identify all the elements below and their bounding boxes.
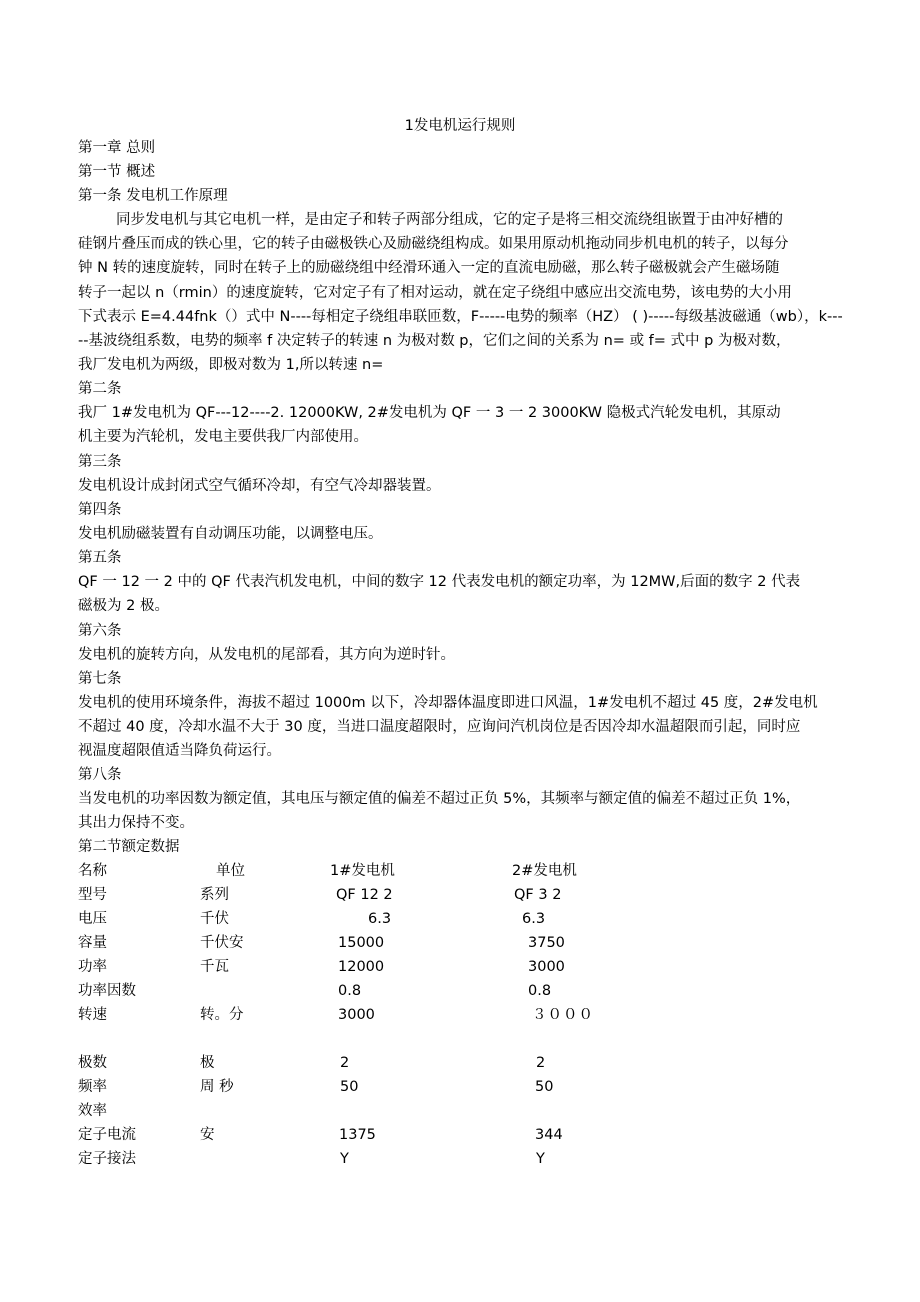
section-heading-rated-data: 第二节额定数据 — [78, 839, 180, 855]
article-4-heading: 第四条 — [78, 502, 122, 518]
article-1-line: 同步发电机与其它电机一样，是由定子和转子两部分组成，它的定子是将三相交流绕组嵌置于由冲好槽的 — [116, 212, 783, 228]
table-cell: 3750 — [528, 935, 565, 951]
table-row — [78, 955, 880, 979]
article-2-heading: 第二条 — [78, 381, 122, 397]
table-cell: 12000 — [338, 959, 385, 975]
table-cell: 系列 — [200, 887, 229, 903]
table-cell: 转。分 — [200, 1007, 244, 1023]
table-row — [78, 1075, 880, 1099]
table-cell: 定子接法 — [78, 1151, 136, 1167]
article-1-line: --基波绕组系数，电势的频率 f 决定转子的转速 n 为极对数 p，它们之间的关系为 n= 或 f= 式中 p 为极对数， — [78, 333, 791, 350]
table-cell: 千瓦 — [200, 959, 229, 975]
table-cell: 安 — [200, 1127, 215, 1143]
table-row — [78, 1123, 880, 1147]
table-cell: 3000 — [528, 959, 565, 975]
article-2-body — [78, 401, 880, 449]
table-cell: 极 — [200, 1055, 215, 1071]
table-cell: 电压 — [78, 911, 107, 927]
table-cell: 千伏安 — [200, 935, 244, 951]
table-cell: 344 — [535, 1127, 563, 1143]
table-cell: 周 秒 — [200, 1079, 234, 1095]
table-cell: 3000 — [338, 1007, 375, 1023]
chapter-heading: 第一章 总则 — [78, 140, 156, 156]
table-cell: Y — [536, 1151, 545, 1167]
article-7-body — [78, 691, 880, 764]
article-2-line: 机主要为汽轮机，发电主要供我厂内部使用。 — [78, 429, 368, 446]
table-cell: 功率因数 — [78, 983, 136, 999]
article-5-heading: 第五条 — [78, 550, 122, 566]
table-row — [78, 1147, 880, 1171]
table-cell: 2 — [536, 1055, 546, 1071]
table-cell: 0.8 — [338, 983, 362, 999]
table-cell: 容量 — [78, 935, 107, 951]
table-cell: 型号 — [78, 887, 107, 903]
article-8-heading: 第八条 — [78, 767, 122, 783]
table-cell: 6.3 — [368, 911, 392, 927]
section-heading-overview: 第一节 概述 — [78, 164, 156, 180]
article-1-line: 下式表示 E=4.44fnk（）式中 N----每相定子绕组串联匝数，F-----电势的频率（HZ） ( )-----每级基波磁通（wb），k--- — [78, 308, 843, 325]
article-8-line: 其出力保持不变。 — [78, 815, 194, 832]
article-7-line: 不超过 40 度，冷却水温不大于 30 度，当进口温度超限时，应询问汽机岗位是否因冷却水温超限而引起，同时应 — [78, 719, 801, 736]
table-row — [78, 1051, 880, 1075]
article-1-body — [78, 208, 880, 377]
article-8-body — [78, 787, 880, 835]
article-1-line: 硅钢片叠压而成的铁心里，它的转子由磁极铁心及励磁绕组构成。如果用原动机拖动同步机电机的转子，以每分 — [78, 236, 789, 253]
article-7-line: 视温度超限值适当降负荷运行。 — [78, 743, 281, 760]
article-6-line: 发电机的旋转方向，从发电机的尾部看，其方向为逆时针。 — [78, 647, 455, 663]
article-5-body — [78, 570, 880, 618]
article-6-body — [78, 643, 880, 667]
article-8-line: 当发电机的功率因数为额定值，其电压与额定值的偏差不超过正负 5%，其频率与额定值的偏差不超过正负 1%， — [78, 791, 801, 807]
table-row — [78, 883, 880, 907]
table-header-row — [78, 859, 880, 883]
table-row — [78, 1003, 880, 1027]
table-cell: QF 3 2 — [514, 887, 562, 903]
table-header-cell: 1#发电机 — [330, 863, 395, 879]
table-cell: 定子电流 — [78, 1127, 136, 1143]
article-2-line: 我厂 1#发电机为 QF---12----2. 12000KW, 2#发电机为 QF 一 3 一 2 3000KW 隐极式汽轮发电机，其原动 — [78, 405, 781, 421]
table-cell: 1375 — [339, 1127, 376, 1143]
article-4-line: 发电机励磁装置有自动调压功能，以调整电压。 — [78, 526, 383, 542]
article-4-body — [78, 522, 880, 546]
table-cell: 50 — [535, 1079, 554, 1095]
table-cell: 效率 — [78, 1103, 107, 1119]
table-cell: 千伏 — [200, 911, 229, 927]
table-row — [78, 931, 880, 955]
table-header-cell: 2#发电机 — [512, 863, 577, 879]
article-1-line: 转子一起以 n（rmin）的速度旋转，它对定子有了相对运动，就在定子绕组中感应出交流电势，该电势的大小用 — [78, 284, 792, 301]
table-cell: 50 — [340, 1079, 359, 1095]
table-cell: Y — [340, 1151, 349, 1167]
table-cell: 功率 — [78, 959, 107, 975]
table-cell: QF 12 2 — [336, 887, 393, 903]
table-row — [78, 1099, 880, 1123]
article-7-line: 发电机的使用环境条件，海拔不超过 1000m 以下，冷却器体温度即进口风温，1#发电机不超过 45 度，2#发电机 — [78, 695, 818, 711]
table-cell: 转速 — [78, 1007, 107, 1023]
table-row — [78, 979, 880, 1003]
article-7-heading: 第七条 — [78, 671, 122, 687]
document-title: 1发电机运行规则 — [404, 118, 516, 134]
table-cell: 极数 — [78, 1055, 107, 1071]
article-1-line: 我厂发电机为两级，即极对数为 1,所以转速 n= — [78, 357, 384, 374]
table-header-cell: 单位 — [216, 863, 245, 879]
table-cell: ３０００ — [532, 1007, 594, 1023]
article-1-line: 钟 N 转的速度旋转，同时在转子上的励磁绕组中经滑环通入一定的直流电励磁，那么转子磁极就会产生磁场随 — [78, 260, 780, 277]
table-cell: 6.3 — [522, 911, 546, 927]
table-cell: 频率 — [78, 1079, 107, 1095]
table-row — [78, 907, 880, 931]
table-cell: 2 — [340, 1055, 350, 1071]
article-5-line: QF 一 12 一 2 中的 QF 代表汽机发电机，中间的数字 12 代表发电机的额定功率，为 12MW,后面的数字 2 代表 — [78, 574, 801, 590]
article-3-line: 发电机设计成封闭式空气循环冷却，有空气冷却器装置。 — [78, 478, 441, 494]
table-cell: 0.8 — [528, 983, 552, 999]
table-cell: 15000 — [338, 935, 385, 951]
table-header-cell: 名称 — [78, 863, 107, 879]
article-1-heading: 第一条 发电机工作原理 — [78, 188, 228, 204]
article-5-line: 磁极为 2 极。 — [78, 598, 169, 615]
article-6-heading: 第六条 — [78, 623, 122, 639]
article-3-body — [78, 474, 880, 498]
article-3-heading: 第三条 — [78, 454, 122, 470]
